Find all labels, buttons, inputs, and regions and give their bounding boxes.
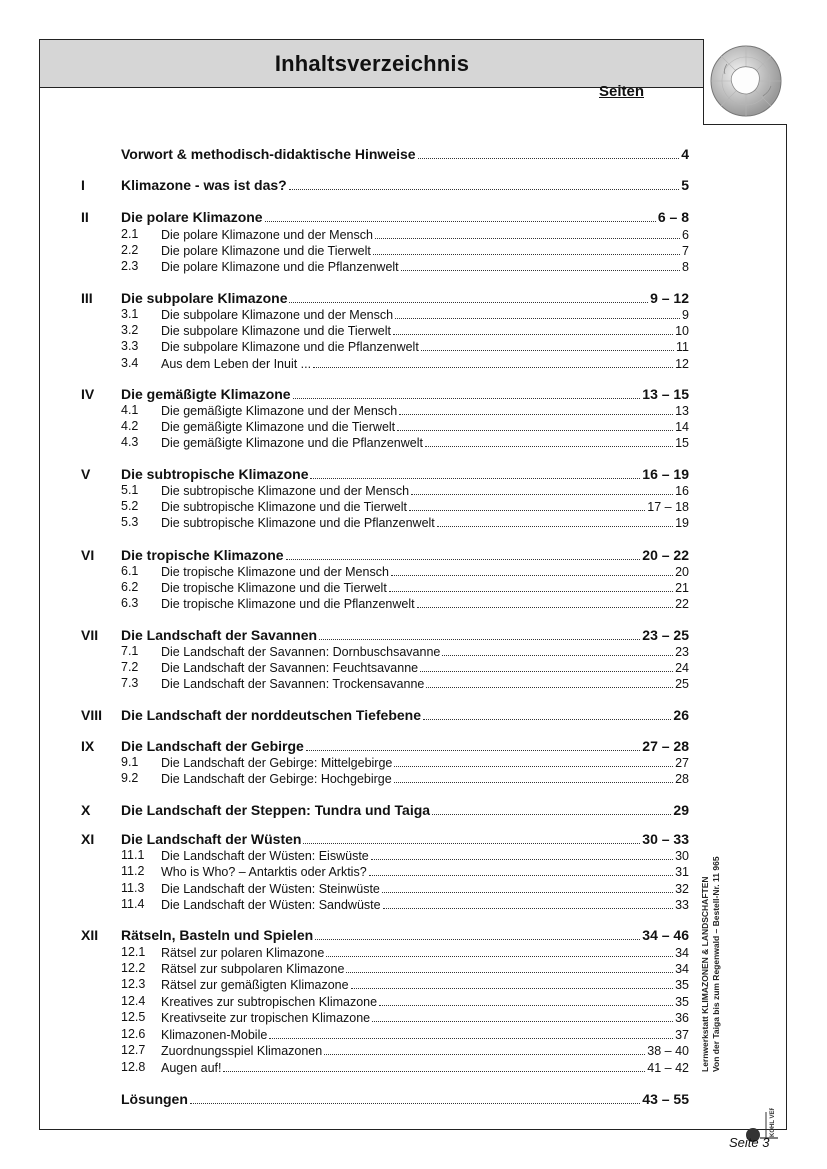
toc-entry-page: 16 <box>675 484 689 498</box>
toc-entry-number: 12.5 <box>121 1010 146 1024</box>
dot-leader <box>437 515 673 527</box>
toc-entry-number: 11.1 <box>121 848 145 862</box>
toc-entry <box>121 961 689 976</box>
toc-entry <box>121 323 689 338</box>
dot-leader <box>375 227 680 239</box>
toc-entry-number: 7.3 <box>121 676 139 690</box>
dot-leader <box>420 660 673 672</box>
toc-entry <box>81 209 689 225</box>
publisher-name: KOHL VERLAG <box>770 1108 776 1137</box>
toc-entry-number: 7.1 <box>121 644 139 658</box>
toc-entry-title: Die Landschaft der Wüsten: Eiswüste <box>121 849 369 863</box>
toc-entry-title: Die polare Klimazone und die Tierwelt <box>121 244 371 258</box>
dot-leader <box>265 210 656 222</box>
toc-entry-title: Die subpolare Klimazone und die Pflanzenwelt <box>121 340 419 354</box>
toc-entry-page: 4 <box>681 146 689 162</box>
toc-entry-page: 33 <box>675 898 689 912</box>
toc-entry <box>121 771 689 786</box>
toc-entry <box>121 515 689 530</box>
dot-leader <box>369 864 673 876</box>
toc-entry <box>121 564 689 579</box>
dot-leader <box>379 994 673 1006</box>
dot-leader <box>371 848 673 860</box>
toc-entry-title: Die subtropische Klimazone und die Pflanzenwelt <box>121 516 435 530</box>
toc-entry-number: 3.4 <box>121 356 139 370</box>
dot-leader <box>409 499 645 511</box>
toc-entry-title: Die polare Klimazone und der Mensch <box>121 228 373 242</box>
toc-entry-number: 4.1 <box>121 403 139 417</box>
toc-entry <box>121 146 689 162</box>
toc-entry <box>121 994 689 1009</box>
dot-leader <box>269 1027 673 1039</box>
toc-entry-title: Kreativseite zur tropischen Klimazone <box>121 1011 370 1025</box>
dot-leader <box>346 961 673 973</box>
toc-entry-page: 29 <box>673 802 689 818</box>
toc-entry-number: II <box>81 209 89 225</box>
toc-entry <box>121 1091 689 1107</box>
toc-entry <box>121 945 689 960</box>
pages-column-label: Seiten <box>599 83 645 100</box>
toc-entry-page: 5 <box>681 177 689 193</box>
toc-entry-page: 35 <box>675 995 689 1009</box>
dot-leader <box>442 644 673 656</box>
toc-entry <box>121 580 689 595</box>
toc-entry-number: 4.3 <box>121 435 139 449</box>
toc-entry-page: 43 – 55 <box>642 1091 689 1107</box>
toc-entry-number: 3.1 <box>121 307 139 321</box>
toc-entry-number: 12.8 <box>121 1060 146 1074</box>
toc-entry-page: 21 <box>675 581 689 595</box>
toc-entry <box>121 644 689 659</box>
toc-entry <box>81 927 689 943</box>
toc-entry-page: 9 – 12 <box>650 290 689 306</box>
subtitle-order-number: Von der Taiga bis zum Regenwald – Bestell-Nr. 11 965 <box>710 856 721 1072</box>
toc-entry-title: Die polare Klimazone und die Pflanzenwelt <box>121 260 399 274</box>
dot-leader <box>289 178 679 190</box>
toc-entry-number: 12.7 <box>121 1043 146 1057</box>
toc-entry-page: 38 – 40 <box>647 1044 689 1058</box>
toc-entry-number: 11.2 <box>121 864 145 878</box>
toc-entry-title: Die Landschaft der Savannen: Dornbuschsavanne <box>121 645 440 659</box>
dot-leader <box>324 1043 645 1055</box>
toc-entry-page: 27 – 28 <box>642 738 689 754</box>
toc-entry-page: 27 <box>675 756 689 770</box>
dot-leader <box>426 676 673 688</box>
toc-entry-title: Klimazonen-Mobile <box>121 1028 267 1042</box>
dot-leader <box>326 945 673 957</box>
toc-entry-number: 6.1 <box>121 564 139 578</box>
toc-entry-number: XII <box>81 927 99 943</box>
dot-leader <box>289 291 648 303</box>
toc-entry-title: Die polare Klimazone <box>121 209 263 225</box>
toc-entry-page: 31 <box>675 865 689 879</box>
toc-entry-page: 23 <box>675 645 689 659</box>
toc-entry-page: 22 <box>675 597 689 611</box>
dot-leader <box>373 243 680 255</box>
dot-leader <box>313 356 673 368</box>
toc-entry <box>121 419 689 434</box>
toc-entry <box>121 848 689 863</box>
toc-entry-number: 5.1 <box>121 483 139 497</box>
toc-entry-title: Die subtropische Klimazone und der Mensch <box>121 484 409 498</box>
toc-entry-page: 32 <box>675 882 689 896</box>
dot-leader <box>399 403 673 415</box>
toc-entry-page: 34 <box>675 962 689 976</box>
toc-entry <box>81 627 689 643</box>
toc-entry-page: 15 <box>675 436 689 450</box>
toc-entry <box>81 707 689 723</box>
toc-entry-title: Die Landschaft der Gebirge: Mittelgebirge <box>121 756 392 770</box>
toc-entry-title: Die tropische Klimazone und die Pflanzenwelt <box>121 597 415 611</box>
toc-entry-number: 11.4 <box>121 897 145 911</box>
toc-entry-title: Die Landschaft der Steppen: Tundra und Taiga <box>121 802 431 818</box>
toc-entry-page: 34 – 46 <box>642 927 689 943</box>
toc-entry-title: Vorwort & methodisch-didaktische Hinweise <box>121 146 416 162</box>
dot-leader <box>397 419 673 431</box>
toc-entry-title: Die tropische Klimazone und die Tierwelt <box>121 581 387 595</box>
toc-entry-title: Die gemäßigte Klimazone und die Pflanzenwelt <box>121 436 423 450</box>
toc-entry-number: 12.2 <box>121 961 146 975</box>
toc-entry-number: III <box>81 290 93 306</box>
toc-entry-title: Augen auf! <box>121 1061 221 1075</box>
toc-entry-title: Die Landschaft der Gebirge: Hochgebirge <box>121 772 392 786</box>
dot-leader <box>351 977 674 989</box>
toc-entry-page: 20 – 22 <box>642 547 689 563</box>
toc-entry-title: Rätsel zur gemäßigten Klimazone <box>121 978 349 992</box>
toc-entry <box>81 466 689 482</box>
toc-entry-page: 8 <box>682 260 689 274</box>
toc-entry-title: Klimazone - was ist das? <box>121 177 287 193</box>
toc-entry-title: Die subtropische Klimazone <box>121 466 309 482</box>
toc-entry-number: VII <box>81 627 99 643</box>
toc-entry-number: I <box>81 177 85 193</box>
toc-entry-page: 41 – 42 <box>647 1061 689 1075</box>
toc-entry-title: Kreatives zur subtropischen Klimazone <box>121 995 377 1009</box>
dot-leader <box>389 580 673 592</box>
toc-entry-page: 30 – 33 <box>642 831 689 847</box>
toc-entry-title: Rätseln, Basteln und Spielen <box>121 927 314 943</box>
dot-leader <box>190 1092 640 1104</box>
toc-entry <box>81 802 689 818</box>
toc-entry <box>121 1060 689 1075</box>
toc-entry <box>81 738 689 754</box>
toc-entry-number: 12.3 <box>121 977 146 991</box>
toc-entry-page: 28 <box>675 772 689 786</box>
toc-entry-number: 12.4 <box>121 994 146 1008</box>
toc-entry-page: 7 <box>682 244 689 258</box>
toc-entry-page: 36 <box>675 1011 689 1025</box>
dot-leader <box>423 708 671 720</box>
toc-entry-title: Die Landschaft der norddeutschen Tiefebene <box>121 707 422 723</box>
toc-entry-page: 35 <box>675 978 689 992</box>
toc-entry-page: 13 – 15 <box>642 386 689 402</box>
page-number: Seite 3 <box>729 1135 770 1150</box>
toc-entry-number: 5.3 <box>121 515 139 529</box>
dot-leader <box>382 881 673 893</box>
toc-entry-title: Die Landschaft der Savannen: Feuchtsavanne <box>121 661 418 675</box>
toc-entry <box>121 435 689 450</box>
publication-info <box>700 856 721 1072</box>
toc-entry-title: Die gemäßigte Klimazone <box>121 386 291 402</box>
toc-entry-page: 30 <box>675 849 689 863</box>
dot-leader <box>418 147 680 159</box>
toc-entry-number: 9.2 <box>121 771 139 785</box>
toc-entry <box>121 1010 689 1025</box>
toc-entry-page: 14 <box>675 420 689 434</box>
toc-entry <box>121 499 689 514</box>
toc-entry-title: Die gemäßigte Klimazone und der Mensch <box>121 404 397 418</box>
toc-entry <box>81 290 689 306</box>
toc-entry-page: 12 <box>675 357 689 371</box>
toc-entry <box>121 403 689 418</box>
toc-entry-title: Die subtropische Klimazone und die Tierwelt <box>121 500 407 514</box>
dot-leader <box>223 1060 645 1072</box>
toc-entry <box>81 831 689 847</box>
toc-entry-title: Die tropische Klimazone und der Mensch <box>121 565 389 579</box>
toc-entry-title: Die Landschaft der Wüsten <box>121 831 302 847</box>
dot-leader <box>393 323 673 335</box>
toc-entry <box>121 339 689 354</box>
toc-entry-title: Die Landschaft der Wüsten: Steinwüste <box>121 882 380 896</box>
toc-entry-number: 6.2 <box>121 580 139 594</box>
toc-entry-title: Die subpolare Klimazone <box>121 290 288 306</box>
dot-leader <box>417 596 673 608</box>
dot-leader <box>372 1010 673 1022</box>
page-title: Inhaltsverzeichnis <box>274 50 470 76</box>
toc-entry-page: 6 – 8 <box>657 209 689 225</box>
toc-entry-page: 16 – 19 <box>642 466 689 482</box>
toc-entry <box>121 307 689 322</box>
toc-entry-number: 6.3 <box>121 596 139 610</box>
dot-leader <box>383 897 674 909</box>
toc-entry-page: 20 <box>675 565 689 579</box>
toc-entry-page: 37 <box>675 1028 689 1042</box>
toc-entry <box>121 259 689 274</box>
toc-entry-number: 2.2 <box>121 243 139 257</box>
dot-leader <box>310 467 640 479</box>
toc-entry <box>121 243 689 258</box>
toc-entry <box>121 483 689 498</box>
dot-leader <box>315 928 640 940</box>
toc-entry <box>121 676 689 691</box>
toc-entry <box>121 881 689 896</box>
toc-entry-number: X <box>81 802 91 818</box>
toc-entry-page: 9 <box>682 308 689 322</box>
dot-leader <box>293 387 641 399</box>
toc-entry-number: VI <box>81 547 95 563</box>
dot-leader <box>391 564 673 576</box>
toc-entry-page: 19 <box>675 516 689 530</box>
dot-leader <box>401 259 680 271</box>
toc-entry <box>121 864 689 879</box>
dot-leader <box>394 755 673 767</box>
toc-entry-number: XI <box>81 831 95 847</box>
title-bar <box>40 40 704 88</box>
toc-entry <box>121 596 689 611</box>
toc-entry-title: Die subpolare Klimazone und der Mensch <box>121 308 393 322</box>
toc-entry-number: 5.2 <box>121 499 139 513</box>
toc-entry-title: Zuordnungsspiel Klimazonen <box>121 1044 322 1058</box>
dot-leader <box>394 771 673 783</box>
toc-entry-page: 34 <box>675 946 689 960</box>
toc-entry-number: 2.3 <box>121 259 139 273</box>
toc-entry <box>81 177 689 193</box>
toc-entry-title: Aus dem Leben der Inuit ... <box>121 357 311 371</box>
toc-entry-number: 12.1 <box>121 945 146 959</box>
toc-entry <box>121 755 689 770</box>
toc-entry-page: 13 <box>675 404 689 418</box>
toc-entry-title: Who is Who? – Antarktis oder Arktis? <box>121 865 367 879</box>
toc-entry <box>121 227 689 242</box>
toc-entry-number: IX <box>81 738 95 754</box>
toc-entry-number: 11.3 <box>121 881 145 895</box>
toc-entry <box>81 386 689 402</box>
toc-entry-page: 23 – 25 <box>642 627 689 643</box>
globe-icon <box>709 44 783 118</box>
toc-entry-page: 24 <box>675 661 689 675</box>
toc-entry-number: 3.3 <box>121 339 139 353</box>
dot-leader <box>411 483 673 495</box>
toc-entry <box>121 356 689 371</box>
toc-entry-number: 3.2 <box>121 323 139 337</box>
dot-leader <box>319 628 640 640</box>
toc-entry-page: 6 <box>682 228 689 242</box>
dot-leader <box>432 803 671 815</box>
toc-entry <box>81 547 689 563</box>
toc-entry-number: IV <box>81 386 95 402</box>
toc-entry-page: 26 <box>673 707 689 723</box>
dot-leader <box>395 307 680 319</box>
toc-entry-title: Die subpolare Klimazone und die Tierwelt <box>121 324 391 338</box>
toc-entry-page: 10 <box>675 324 689 338</box>
toc-entry-page: 11 <box>676 340 689 354</box>
dot-leader <box>421 339 674 351</box>
toc-entry-title: Die Landschaft der Savannen <box>121 627 318 643</box>
toc-entry-number: V <box>81 466 91 482</box>
toc-entry-title: Rätsel zur polaren Klimazone <box>121 946 324 960</box>
dot-leader <box>286 548 641 560</box>
toc-entry-page: 25 <box>675 677 689 691</box>
toc-entry-number: 2.1 <box>121 227 139 241</box>
dot-leader <box>306 739 640 751</box>
series-title: Lernwerkstatt KLIMAZONEN & LANDSCHAFTEN <box>700 876 710 1072</box>
toc-entry-title: Die gemäßigte Klimazone und die Tierwelt <box>121 420 395 434</box>
toc-entry <box>121 977 689 992</box>
toc-entry <box>121 1043 689 1058</box>
toc-entry <box>121 897 689 912</box>
toc-entry <box>121 1027 689 1042</box>
toc-entry-number: 12.6 <box>121 1027 146 1041</box>
toc-entry-number: 4.2 <box>121 419 139 433</box>
toc-entry-number: VIII <box>81 707 103 723</box>
toc-entry-page: 17 – 18 <box>647 500 689 514</box>
toc-entry-title: Rätsel zur subpolaren Klimazone <box>121 962 344 976</box>
toc-entry-title: Die Landschaft der Wüsten: Sandwüste <box>121 898 381 912</box>
toc-entry-title: Die Landschaft der Gebirge <box>121 738 304 754</box>
toc-entry-title: Die tropische Klimazone <box>121 547 284 563</box>
globe-image-box <box>703 39 787 125</box>
toc-entry <box>121 660 689 675</box>
toc-entry-number: 9.1 <box>121 755 139 769</box>
toc-entry-number: 7.2 <box>121 660 139 674</box>
toc-entry-title: Lösungen <box>121 1091 188 1107</box>
dot-leader <box>425 435 673 447</box>
toc-entry-title: Die Landschaft der Savannen: Trockensavanne <box>121 677 424 691</box>
dot-leader <box>303 832 640 844</box>
